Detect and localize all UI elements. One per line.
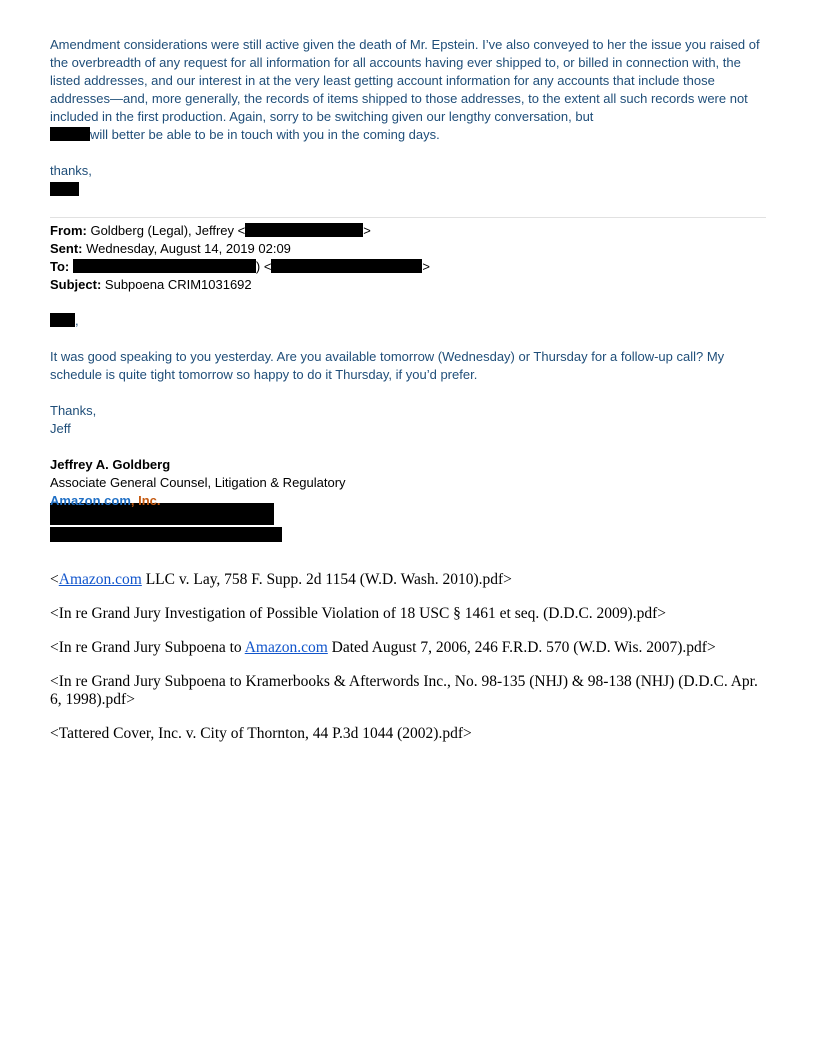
greeting: , bbox=[50, 312, 766, 330]
attachment-item: <Amazon.com LLC v. Lay, 758 F. Supp. 2d 1154 (W.D. Wash. 2010).pdf> bbox=[50, 571, 512, 588]
sent-line: Sent: Wednesday, August 14, 2019 02:09 bbox=[50, 241, 291, 256]
attachment-item: <In re Grand Jury Subpoena to Kramerbooks & Afterwords Inc., No. 98-135 (NHJ) & 98-138 (NHJ) (D.D.C. Apr. 6, 1998).pdf> bbox=[50, 673, 758, 708]
redacted-name bbox=[50, 127, 90, 141]
attachment-link[interactable]: Amazon.com bbox=[58, 571, 142, 588]
forwarded-signoff-name: Jeff bbox=[50, 421, 71, 436]
forwarded-header bbox=[50, 222, 766, 294]
signature-block bbox=[50, 456, 766, 542]
attachment-item: <Tattered Cover, Inc. v. City of Thornton, 44 P.3d 1044 (2002).pdf> bbox=[50, 725, 472, 742]
redacted-email bbox=[245, 223, 363, 237]
subject-line: Subject: Subpoena CRIM1031692 bbox=[50, 277, 252, 292]
to-line: To: ) < > bbox=[50, 259, 431, 274]
signature-title: Associate General Counsel, Litigation & Regulatory bbox=[50, 475, 346, 490]
email-document bbox=[50, 36, 766, 759]
attachment-link[interactable]: Amazon.com bbox=[244, 639, 328, 656]
redacted-recipient-email bbox=[271, 259, 422, 273]
redacted-recipient-name bbox=[73, 259, 256, 273]
body-paragraph bbox=[50, 36, 766, 144]
attachment-item: <In re Grand Jury Investigation of Possible Violation of 18 USC § 1461 et seq. (D.D.C. 2009).pdf> bbox=[50, 605, 666, 622]
redacted-sender bbox=[50, 182, 79, 196]
header-divider bbox=[50, 217, 766, 218]
signature-name: Jeffrey A. Goldberg bbox=[50, 457, 171, 472]
signature-company: Amazon.com, Inc. bbox=[50, 493, 161, 508]
attachments-list bbox=[50, 571, 766, 743]
body-paragraph-tail: will better be able to be in touch with you in the coming days. bbox=[90, 127, 440, 142]
forwarded-paragraph: It was good speaking to you yesterday. Are you available tomorrow (Wednesday) or Thursday for a follow-up call? My schedule is quite tight tomorrow so happy to do it Thursday, if you’d prefer. bbox=[50, 349, 725, 382]
from-line: From: Goldberg (Legal), Jeffrey < > bbox=[50, 223, 371, 238]
redacted-greeting-name bbox=[50, 313, 75, 327]
attachment-item: <In re Grand Jury Subpoena to Amazon.com Dated August 7, 2006, 246 F.R.D. 570 (W.D. Wis. 2007).pdf> bbox=[50, 639, 716, 656]
redacted-contact-line-2 bbox=[50, 527, 282, 542]
body-paragraph-text: Amendment considerations were still active given the death of Mr. Epstein. I’ve also conveyed to her the issue you raised of the overbreadth of any request for all information for all accounts having ever shipped to, or billed in connection with, the listed addresses, and our interest in at the very least getting account information for any accounts that include those addresses—and, more generally, the records of items shipped to those addresses, to the extent all such records were not included in the first production. Again, sorry to be switching given our lengthy conversation, but bbox=[50, 37, 760, 124]
forwarded-signoff: Thanks, bbox=[50, 403, 97, 418]
signoff: thanks, bbox=[50, 163, 92, 178]
